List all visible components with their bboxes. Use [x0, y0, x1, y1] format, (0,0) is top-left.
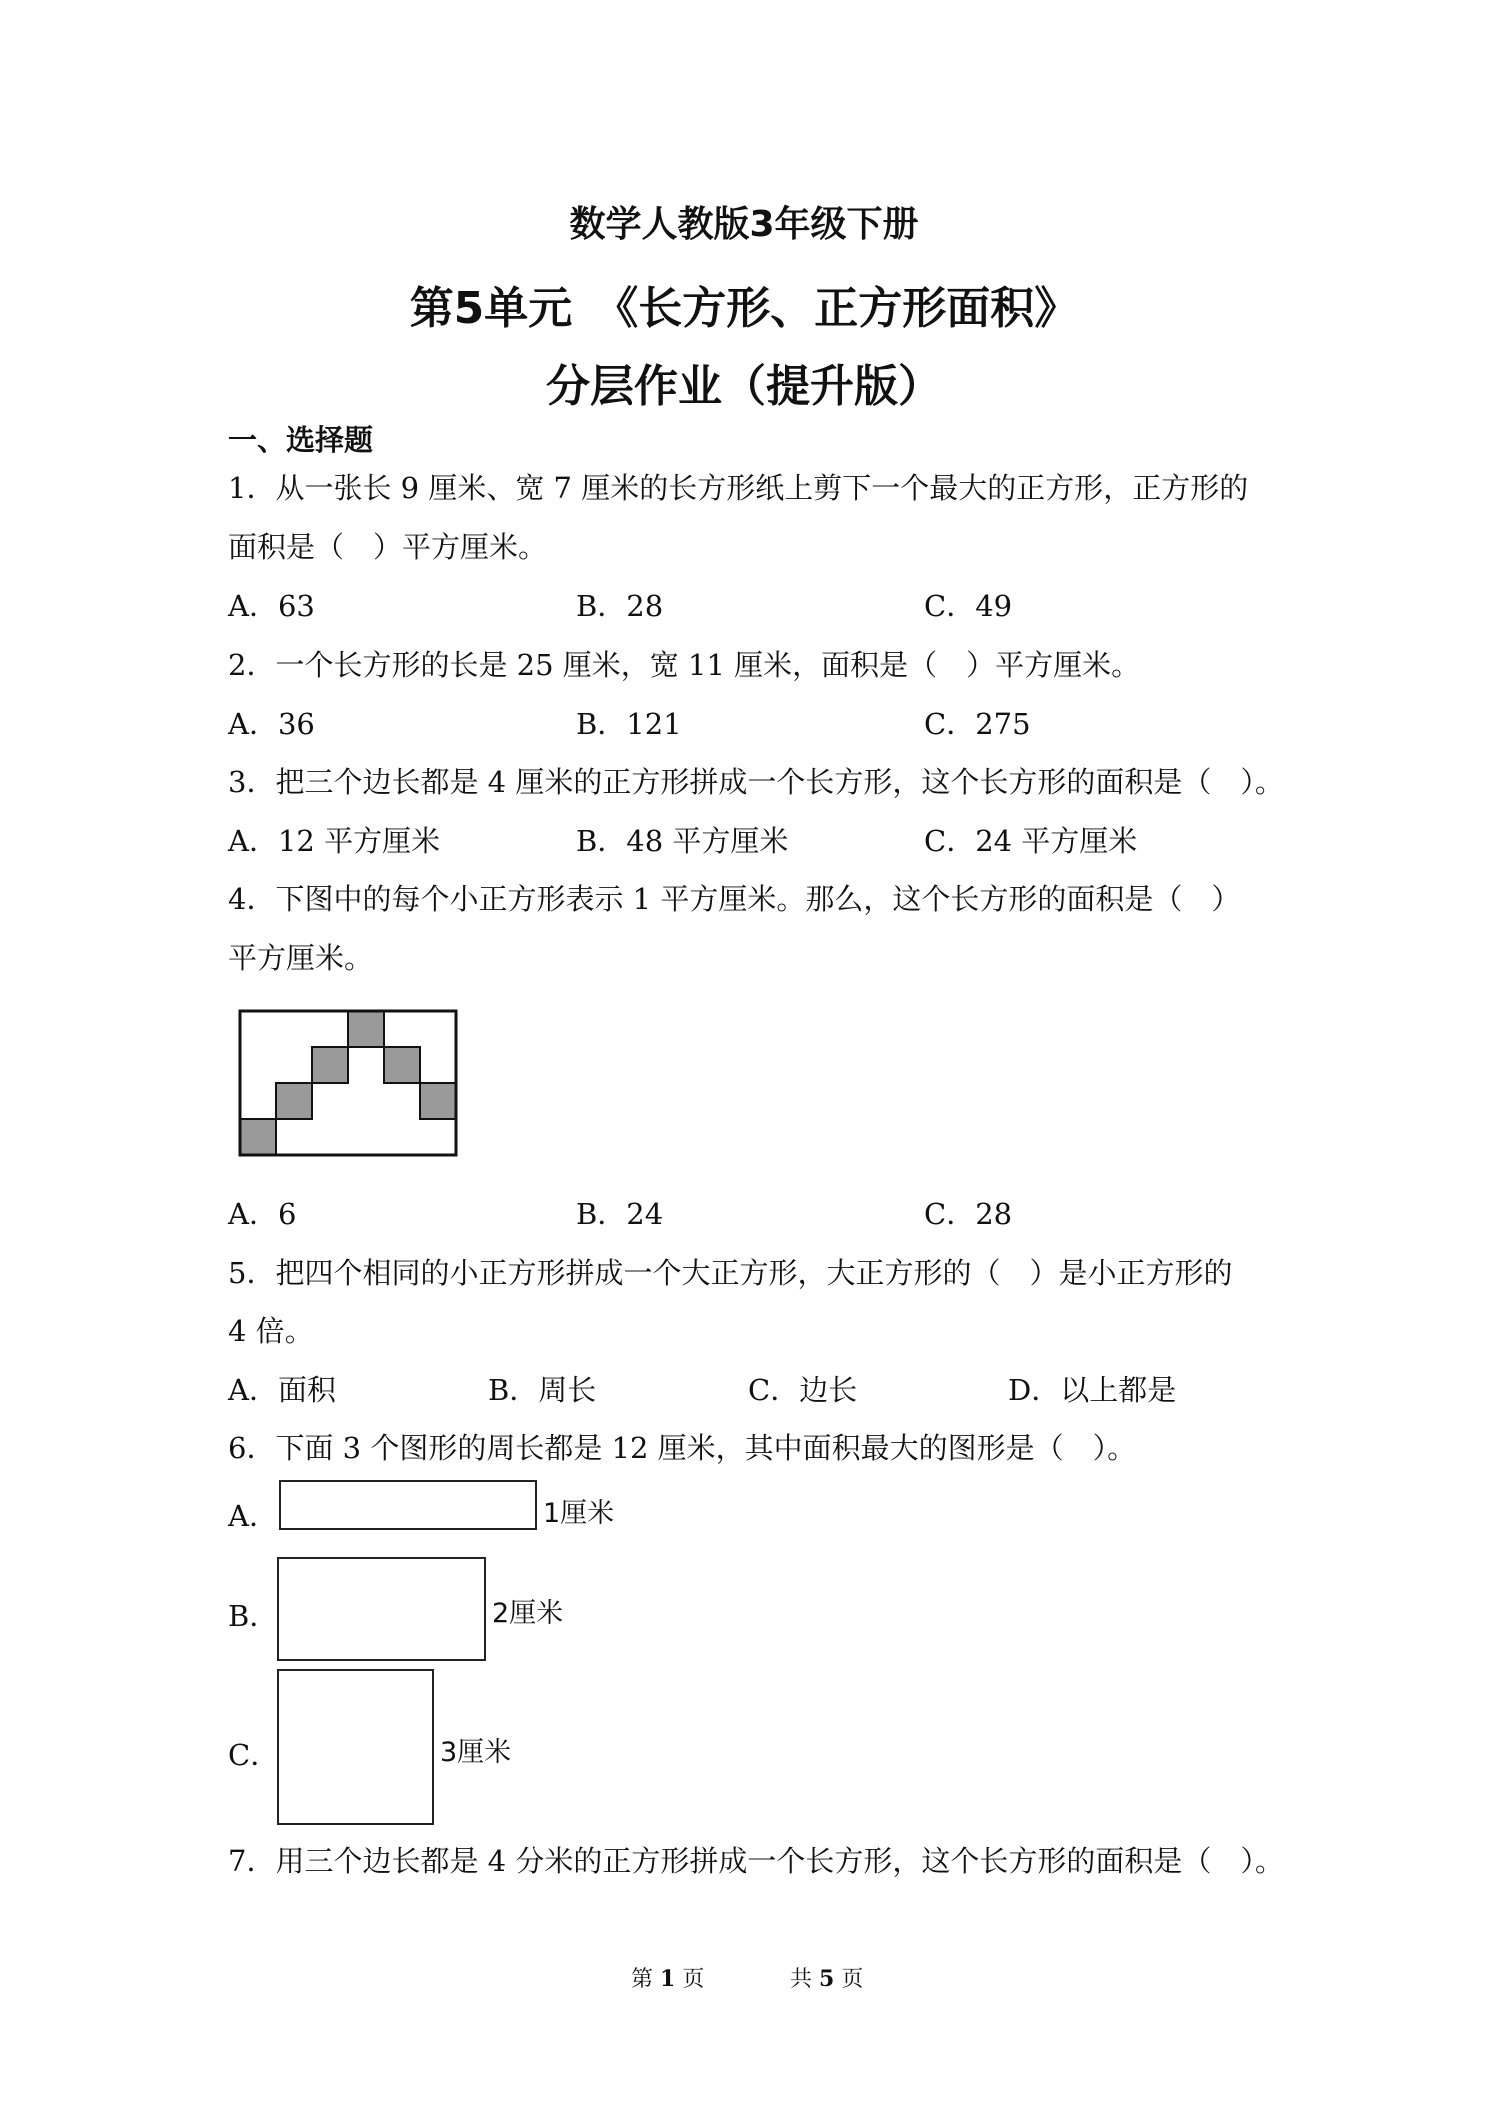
shaded-square	[240, 1119, 276, 1155]
question-4-line-2: 平方厘米。	[228, 941, 374, 975]
q5-option-c: C．边长	[748, 1373, 858, 1407]
page-title: 数学人教版3年级下册	[569, 204, 919, 245]
rectangle-a-figure	[279, 1480, 537, 1530]
question-7-line-1: 7．用三个边长都是 4 分米的正方形拼成一个长方形，这个长方形的面积是（ ）。	[228, 1844, 1284, 1878]
total-count: 5	[819, 1966, 835, 1992]
square-c-figure	[277, 1669, 434, 1825]
shaded-square	[420, 1083, 456, 1119]
shaded-square	[384, 1047, 420, 1083]
question-2-line-1: 2．一个长方形的长是 25 厘米，宽 11 厘米，面积是（ ）平方厘米。	[228, 648, 1141, 682]
total-suffix: 页	[841, 1967, 864, 1992]
q4-option-b: B．24	[576, 1197, 664, 1231]
total-pages	[790, 1962, 863, 1993]
question-6-line-1: 6．下面 3 个图形的周长都是 12 厘米，其中面积最大的图形是（ ）。	[228, 1431, 1137, 1465]
q1-option-a: A．63	[228, 589, 315, 623]
q4-option-a: A．6	[228, 1197, 297, 1231]
question-3-line-1: 3．把三个边长都是 4 厘米的正方形拼成一个长方形，这个长方形的面积是（ ）。	[228, 765, 1284, 799]
page-suffix: 页	[682, 1967, 705, 1992]
figure-b-label: 2厘米	[492, 1598, 564, 1629]
q3-option-c: C．24 平方厘米	[924, 824, 1138, 858]
page-prefix: 第	[631, 1967, 654, 1992]
page-number	[631, 1962, 704, 1993]
question-1-line-2: 面积是（ ）平方厘米。	[228, 530, 548, 564]
q1-option-c: C．49	[924, 589, 1013, 623]
q6-option-a: A．	[228, 1499, 278, 1533]
question-5-line-1: 5．把四个相同的小正方形拼成一个大正方形，大正方形的（ ）是小正方形的	[228, 1256, 1233, 1290]
worksheet-subtitle: 分层作业（提升版）	[546, 361, 942, 412]
q2-option-a: A．36	[228, 707, 315, 741]
q5-option-d: D．以上都是	[1008, 1373, 1177, 1407]
shaded-square	[276, 1083, 312, 1119]
total-prefix: 共	[790, 1967, 813, 1992]
staircase-grid-figure	[238, 1008, 460, 1158]
question-4-line-1: 4．下图中的每个小正方形表示 1 平方厘米。那么，这个长方形的面积是（ ）	[228, 882, 1241, 916]
current-page: 1	[660, 1966, 676, 1992]
question-5-line-2: 4 倍。	[228, 1314, 314, 1348]
q5-option-b: B．周长	[488, 1373, 597, 1407]
q6-option-b: B．	[228, 1599, 279, 1633]
figure-a-label: 1厘米	[543, 1498, 615, 1529]
rectangle-b-figure	[277, 1557, 486, 1661]
q3-option-b: B．48 平方厘米	[576, 824, 789, 858]
q1-option-b: B．28	[576, 589, 664, 623]
q2-option-b: B．121	[576, 707, 682, 741]
q3-option-a: A．12 平方厘米	[228, 824, 441, 858]
shaded-square	[312, 1047, 348, 1083]
q6-option-c: C．	[228, 1738, 280, 1772]
shaded-square	[348, 1011, 384, 1047]
q4-option-c: C．28	[924, 1197, 1013, 1231]
figure-c-label: 3厘米	[440, 1737, 512, 1768]
question-1-line-1: 1．从一张长 9 厘米、宽 7 厘米的长方形纸上剪下一个最大的正方形，正方形的	[228, 471, 1249, 505]
q2-option-c: C．275	[924, 707, 1031, 741]
section-heading-choice: 一、选择题	[228, 423, 374, 457]
unit-title: 第5单元 《长方形、正方形面积》	[409, 283, 1079, 334]
q5-option-a: A．面积	[228, 1373, 336, 1407]
